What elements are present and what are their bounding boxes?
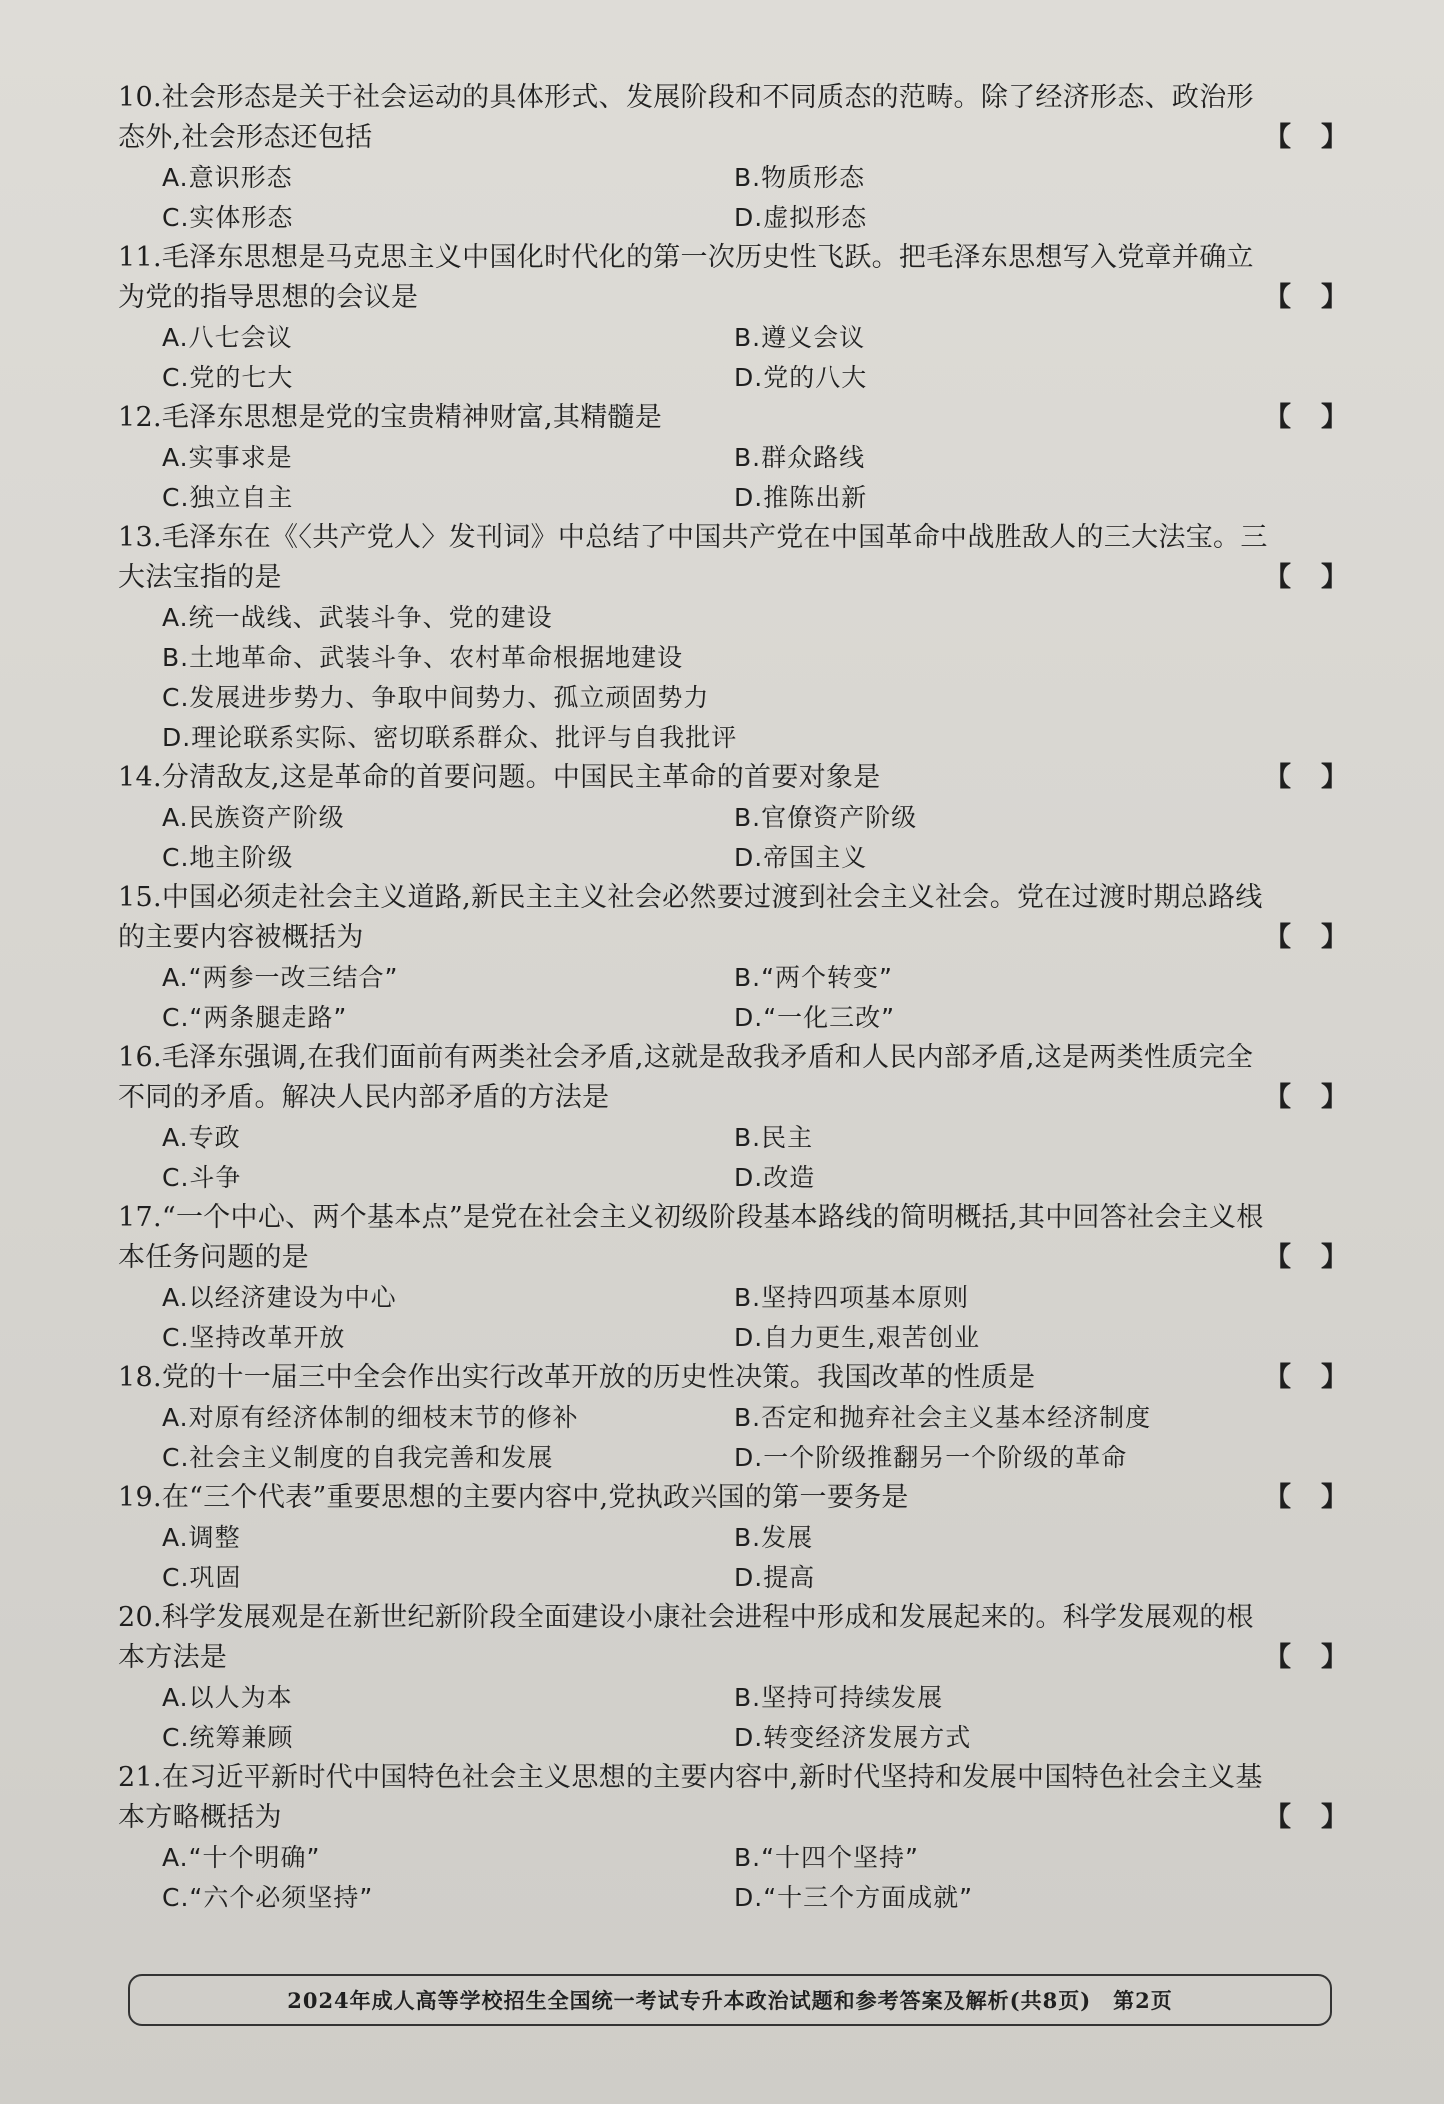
option-d: D.“十三个方面成就” — [734, 1883, 974, 1912]
question-text: 12.毛泽东思想是党的宝贵精神财富,其精髓是 — [118, 402, 663, 433]
option-c: C.地主阶级 — [162, 843, 294, 872]
option-d: D.党的八大 — [734, 363, 868, 392]
option-c: C.独立自主 — [162, 483, 294, 512]
option-c: C.巩固 — [162, 1563, 242, 1592]
question-text: 13.毛泽东在《〈共产党人〉发刊词》中总结了中国共产党在中国革命中战胜敌人的三大法宝。三大法宝指的是 — [118, 522, 1268, 593]
option-c: C.发展进步势力、争取中间势力、孤立顽固势力 — [162, 683, 710, 712]
option-a: A.调整 — [162, 1523, 241, 1552]
option-b: B.坚持可持续发展 — [734, 1683, 944, 1712]
options-grid — [118, 1398, 1348, 1478]
question-stem — [118, 238, 1378, 318]
option-a: A.意识形态 — [162, 163, 293, 192]
option-d: D.提高 — [734, 1563, 816, 1592]
answer-bracket: 【】 — [1264, 922, 1378, 953]
footer-page-number: 第2页 — [1113, 1988, 1173, 2013]
question-item — [118, 398, 1378, 518]
question-item — [118, 1198, 1378, 1358]
options-grid — [118, 1118, 1348, 1198]
option-c: C.“六个必须坚持” — [162, 1883, 374, 1912]
option-d: D.一个阶级推翻另一个阶级的革命 — [734, 1443, 1128, 1472]
option-b: B.官僚资产阶级 — [734, 803, 918, 832]
option-c: C.统筹兼顾 — [162, 1723, 294, 1752]
question-list — [118, 78, 1378, 1918]
question-item — [118, 78, 1378, 238]
question-stem — [118, 1598, 1378, 1678]
option-a: A.对原有经济体制的细枝末节的修补 — [162, 1403, 579, 1432]
question-text: 10.社会形态是关于社会运动的具体形式、发展阶段和不同质态的范畴。除了经济形态、政治形态外,社会形态还包括 — [118, 82, 1254, 153]
question-stem — [118, 758, 1378, 798]
answer-bracket: 【】 — [1264, 1802, 1378, 1833]
question-item — [118, 758, 1378, 878]
question-stem — [118, 1358, 1378, 1398]
question-item — [118, 1758, 1378, 1918]
question-stem — [118, 1038, 1378, 1118]
question-text: 18.党的十一届三中全会作出实行改革开放的历史性决策。我国改革的性质是 — [118, 1362, 1036, 1393]
option-b: B.群众路线 — [734, 443, 866, 472]
option-c: C.社会主义制度的自我完善和发展 — [162, 1443, 554, 1472]
answer-bracket: 【】 — [1264, 1482, 1378, 1513]
options-grid — [118, 1838, 1348, 1918]
option-a: A.专政 — [162, 1123, 241, 1152]
answer-bracket: 【】 — [1264, 402, 1378, 433]
option-a: A.以人为本 — [162, 1683, 293, 1712]
option-b: B.“两个转变” — [734, 963, 894, 992]
question-text: 16.毛泽东强调,在我们面前有两类社会矛盾,这就是敌我矛盾和人民内部矛盾,这是两类性质完全不同的矛盾。解决人民内部矛盾的方法是 — [118, 1042, 1254, 1113]
option-c: C.坚持改革开放 — [162, 1323, 346, 1352]
question-text: 11.毛泽东思想是马克思主义中国化时代化的第一次历史性飞跃。把毛泽东思想写入党章并确立为党的指导思想的会议是 — [118, 242, 1254, 313]
question-text: 19.在“三个代表”重要思想的主要内容中,党执政兴国的第一要务是 — [118, 1482, 909, 1513]
option-a: A.民族资产阶级 — [162, 803, 345, 832]
option-c: C.党的七大 — [162, 363, 294, 392]
option-a: A.统一战线、武装斗争、党的建设 — [162, 603, 553, 632]
question-stem — [118, 78, 1378, 158]
option-d: D.改造 — [734, 1163, 816, 1192]
option-a: A.八七会议 — [162, 323, 293, 352]
question-item — [118, 1358, 1378, 1478]
option-d: D.自力更生,艰苦创业 — [734, 1323, 981, 1352]
option-d: D.“一化三改” — [734, 1003, 896, 1032]
option-d: D.推陈出新 — [734, 483, 868, 512]
question-text: 17.“一个中心、两个基本点”是党在社会主义初级阶段基本路线的简明概括,其中回答社会主义根本任务问题的是 — [118, 1202, 1264, 1273]
option-d: D.虚拟形态 — [734, 203, 868, 232]
question-text: 21.在习近平新时代中国特色社会主义思想的主要内容中,新时代坚持和发展中国特色社会主义基本方略概括为 — [118, 1762, 1263, 1833]
option-b: B.发展 — [734, 1523, 814, 1552]
option-b: B.遵义会议 — [734, 323, 866, 352]
answer-bracket: 【】 — [1264, 122, 1378, 153]
options-grid — [118, 1518, 1348, 1598]
question-text: 20.科学发展观是在新世纪新阶段全面建设小康社会进程中形成和发展起来的。科学发展观的根本方法是 — [118, 1602, 1254, 1673]
question-stem — [118, 1198, 1378, 1278]
option-c: C.“两条腿走路” — [162, 1003, 348, 1032]
answer-bracket: 【】 — [1264, 762, 1378, 793]
option-c: C.斗争 — [162, 1163, 242, 1192]
option-d: D.理论联系实际、密切联系群众、批评与自我批评 — [162, 723, 738, 752]
option-b: B.“十四个坚持” — [734, 1843, 920, 1872]
question-text: 15.中国必须走社会主义道路,新民主主义社会必然要过渡到社会主义社会。党在过渡时期总路线的主要内容被概括为 — [118, 882, 1263, 953]
question-item — [118, 1038, 1378, 1198]
option-a: A.“十个明确” — [162, 1843, 321, 1872]
options-grid — [118, 1678, 1348, 1758]
option-a: A.实事求是 — [162, 443, 293, 472]
answer-bracket: 【】 — [1264, 562, 1378, 593]
options-grid — [118, 958, 1348, 1038]
option-b: B.坚持四项基本原则 — [734, 1283, 970, 1312]
options-grid — [118, 1278, 1348, 1358]
question-stem — [118, 878, 1378, 958]
option-d: D.帝国主义 — [734, 843, 868, 872]
question-item — [118, 1598, 1378, 1758]
options-grid — [118, 798, 1348, 878]
answer-bracket: 【】 — [1264, 1362, 1378, 1393]
option-d: D.转变经济发展方式 — [734, 1723, 972, 1752]
options-grid — [118, 598, 1348, 758]
answer-bracket: 【】 — [1264, 1082, 1378, 1113]
options-grid — [118, 158, 1348, 238]
answer-bracket: 【】 — [1264, 282, 1378, 313]
option-b: B.否定和抛弃社会主义基本经济制度 — [734, 1403, 1152, 1432]
options-grid — [118, 438, 1348, 518]
option-b: B.物质形态 — [734, 163, 866, 192]
question-text: 14.分清敌友,这是革命的首要问题。中国民主革命的首要对象是 — [118, 762, 881, 793]
option-a: A.“两参一改三结合” — [162, 963, 399, 992]
page-footer — [128, 1974, 1332, 2026]
question-stem — [118, 1478, 1378, 1518]
question-stem — [118, 518, 1378, 598]
question-item — [118, 238, 1378, 398]
option-b: B.民主 — [734, 1123, 814, 1152]
option-c: C.实体形态 — [162, 203, 294, 232]
options-grid — [118, 318, 1348, 398]
question-item — [118, 1478, 1378, 1598]
option-a: A.以经济建设为中心 — [162, 1283, 397, 1312]
answer-bracket: 【】 — [1264, 1242, 1378, 1273]
question-item — [118, 518, 1378, 758]
footer-title: 2024年成人高等学校招生全国统一考试专升本政治试题和参考答案及解析(共8页) — [287, 1988, 1092, 2013]
answer-bracket: 【】 — [1264, 1642, 1378, 1673]
question-stem — [118, 398, 1378, 438]
option-b: B.土地革命、武装斗争、农村革命根据地建设 — [162, 643, 684, 672]
question-stem — [118, 1758, 1378, 1838]
question-item — [118, 878, 1378, 1038]
